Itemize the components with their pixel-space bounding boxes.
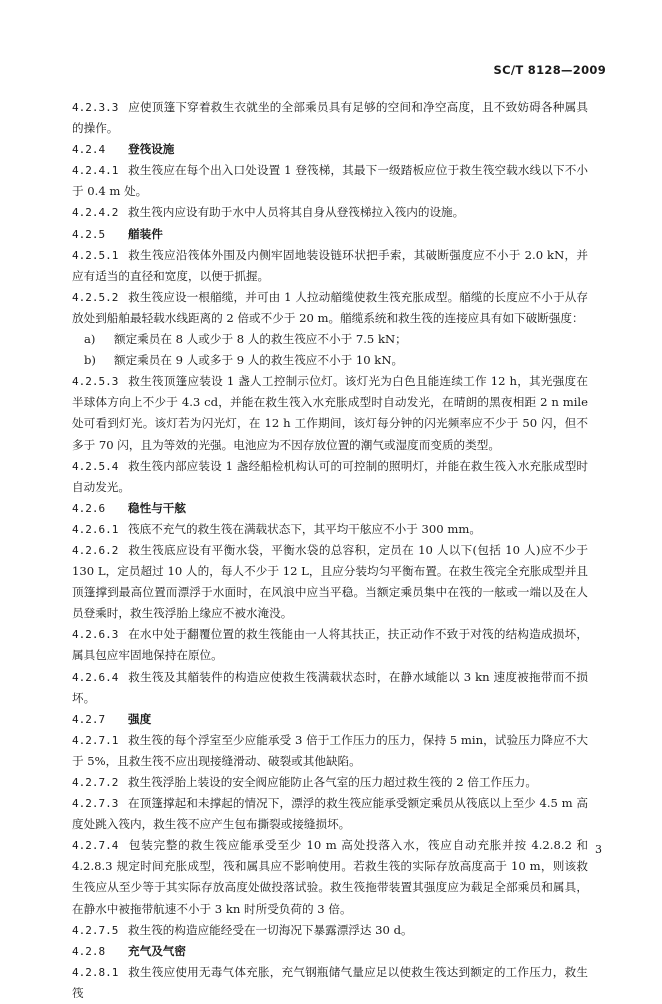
document-body	[72, 97, 588, 1004]
section-title: 艏装件	[128, 226, 163, 241]
clause-text: 救生筏应设一根艏缆，并可由 1 人拉动艏缆使救生筏充胀成型。艏缆的长度应不小于从存放处到船舶最轻载水线距离的 2 倍或不少于 20 m。艏缆系统和救生筏的连接应具有如下破断强度：	[72, 289, 588, 325]
section-title: 稳性与干舷	[128, 500, 186, 515]
clause-text: 救生筏应在每个出入口处设置 1 登筏梯，其最下一级踏板应位于救生筏空载水线以下不小于 0.4 m 处。	[72, 163, 588, 199]
clause-number: 4.2.7.1	[72, 733, 119, 747]
clause-text: 救生筏内部应装设 1 盏经船检机构认可的可控制的照明灯，并能在救生筏入水充胀成型时自动发光。	[72, 458, 588, 494]
clause-paragraph	[72, 793, 588, 835]
section-heading	[72, 498, 588, 519]
section-number: 4.2.4	[72, 143, 106, 157]
clause-text: 筏底不充气的救生筏在满载状态下，其平均干舷应不小于 300 mm。	[128, 521, 481, 536]
clause-text: 救生筏底应设有平衡水袋，平衡水袋的总容积，定员在 10 人以下(包括 10 人)应不少于 130 L，定员超过 10 人的，每人不少于 12 L，且应分装均匀平衡布置。在救生筏完全充胀成型并且顶篷撑到最高位置而漂浮于水面时，在风浪中应当平稳。当额定乘员集中在筏的一舷或一端以及在人员登乘时，救生筏浮胎上缘应不被水淹没。	[72, 542, 588, 621]
clause-number: 4.2.5.3	[72, 375, 119, 389]
clause-paragraph	[72, 160, 588, 202]
clause-text: 救生筏及其艏装件的构造应使救生筏满载状态时，在静水域能以 3 kn 速度被拖带而不损坏。	[72, 669, 588, 705]
clause-number: 4.2.5.1	[72, 248, 119, 262]
clause-number: 4.2.4.1	[72, 164, 119, 178]
clause-number: 4.2.7.4	[72, 839, 119, 853]
clause-text: 救生筏应沿筏体外围及内侧牢固地装设链环状把手索，其破断强度应不小于 2.0 kN，并应有适当的直径和宽度，以便于抓握。	[72, 247, 588, 283]
clause-paragraph	[72, 920, 588, 941]
clause-paragraph	[72, 667, 588, 709]
clause-text: 应使顶篷下穿着救生衣就坐的全部乘员具有足够的空间和净空高度，且不致妨碍各种属具的操作。	[72, 100, 588, 136]
clause-paragraph	[72, 835, 588, 919]
clause-number: 4.2.7.3	[72, 797, 119, 811]
section-heading	[72, 139, 588, 160]
clause-text: 救生筏顶篷应装设 1 盏人工控制示位灯。该灯光为白色且能连续工作 12 h，其光强度在半球体方向上不少于 4.3 cd，并能在救生筏入水充胀成型时自动发光，在晴朗的黑夜相距 2 n mile 处可看到灯光。该灯若为闪光灯，在 12 h 工作期间，该灯每分钟的闪光频率应不少于 50 闪，但不多于 70 闪，且为等效的光强。电池应为不因存放位置的潮气或湿度而变质的类型。	[72, 374, 588, 452]
section-heading	[72, 941, 588, 962]
section-title: 登筏设施	[128, 142, 175, 157]
clause-paragraph	[72, 772, 588, 793]
list-item-text: 额定乘员在 8 人或少于 8 人的救生筏应不小于 7.5 kN；	[114, 332, 407, 347]
clause-number: 4.2.7.5	[72, 923, 119, 937]
list-item-text: 额定乘员在 9 人或多于 9 人的救生筏应不小于 10 kN。	[114, 353, 404, 368]
clause-text: 在水中处于翻覆位置的救生筏能由一人将其扶正，扶正动作不致于对筏的结构造成损坏，属具包应牢固地保持在原位。	[72, 627, 588, 663]
clause-number: 4.2.4.2	[72, 206, 119, 220]
section-number: 4.2.5	[72, 227, 106, 241]
clause-number: 4.2.7.2	[72, 776, 119, 789]
clause-paragraph	[72, 371, 588, 455]
clause-text: 救生筏的每个浮室至少应能承受 3 倍于工作压力的压力，保持 5 min，试验压力降应不大于 5%，且救生筏不应出现接缝滑动、破裂或其他缺陷。	[72, 732, 588, 768]
clause-paragraph	[72, 519, 588, 540]
clause-paragraph	[72, 540, 588, 624]
clause-paragraph	[72, 456, 588, 498]
clause-number: 4.2.8.1	[72, 965, 119, 979]
clause-paragraph	[72, 245, 588, 287]
list-item-letter: a)	[84, 332, 96, 347]
clause-number: 4.2.6.3	[72, 628, 119, 642]
clause-text: 救生筏浮胎上装设的安全阀应能防止各气室的压力超过救生筏的 2 倍工作压力。	[128, 775, 537, 789]
clause-number: 4.2.3.3	[72, 101, 119, 114]
clause-number: 4.2.5.2	[72, 290, 119, 304]
clause-paragraph	[72, 730, 588, 772]
clause-paragraph	[72, 962, 588, 1004]
clause-number: 4.2.5.4	[72, 459, 119, 473]
list-item	[72, 329, 588, 350]
clause-paragraph	[72, 202, 588, 223]
clause-number: 4.2.6.4	[72, 670, 119, 684]
section-number: 4.2.6	[72, 501, 106, 515]
page-number: 3	[595, 843, 602, 856]
clause-text: 在顶篷撑起和未撑起的情况下，漂浮的救生筏应能承受额定乘员从筏底以上至少 4.5 m 高度处跳入筏内，救生筏不应产生包布撕裂或接缝损坏。	[72, 796, 588, 832]
clause-number: 4.2.6.2	[72, 543, 119, 557]
document-code: SC/T 8128—2009	[493, 63, 606, 77]
section-heading	[72, 224, 588, 245]
list-item-letter: b)	[84, 353, 96, 368]
section-heading	[72, 709, 588, 730]
clause-paragraph	[72, 97, 588, 139]
section-number: 4.2.7	[72, 712, 106, 726]
section-title: 强度	[128, 711, 152, 726]
clause-paragraph	[72, 287, 588, 329]
section-number: 4.2.8	[72, 944, 106, 958]
clause-number: 4.2.6.1	[72, 522, 119, 536]
clause-text: 包装完整的救生筏应能承受至少 10 m 高处投落入水，筏应自动充胀并按 4.2.8.2 和 4.2.8.3 规定时间充胀成型，筏和属具应不影响使用。若救生筏的实际存放高度高于 10 m，则该救生筏应从至少等于其实际存放高度处做投落试验。救生筏拖带装置其强度应为载足全部乘员和属具，在静水中被拖带航速不小于 3 kn 时所受负荷的 3 倍。	[72, 838, 588, 916]
list-item	[72, 350, 588, 371]
clause-text: 救生筏的构造应能经受在一切海况下暴露漂浮达 30 d。	[128, 922, 413, 937]
clause-paragraph	[72, 624, 588, 666]
section-title: 充气及气密	[128, 943, 186, 958]
clause-text: 救生筏内应设有助于水中人员将其自身从登筏梯拉入筏内的设施。	[128, 205, 465, 220]
clause-text: 救生筏应使用无毒气体充胀，充气钢瓶储气量应足以使救生筏达到额定的工作压力，救生筏	[72, 964, 588, 1000]
